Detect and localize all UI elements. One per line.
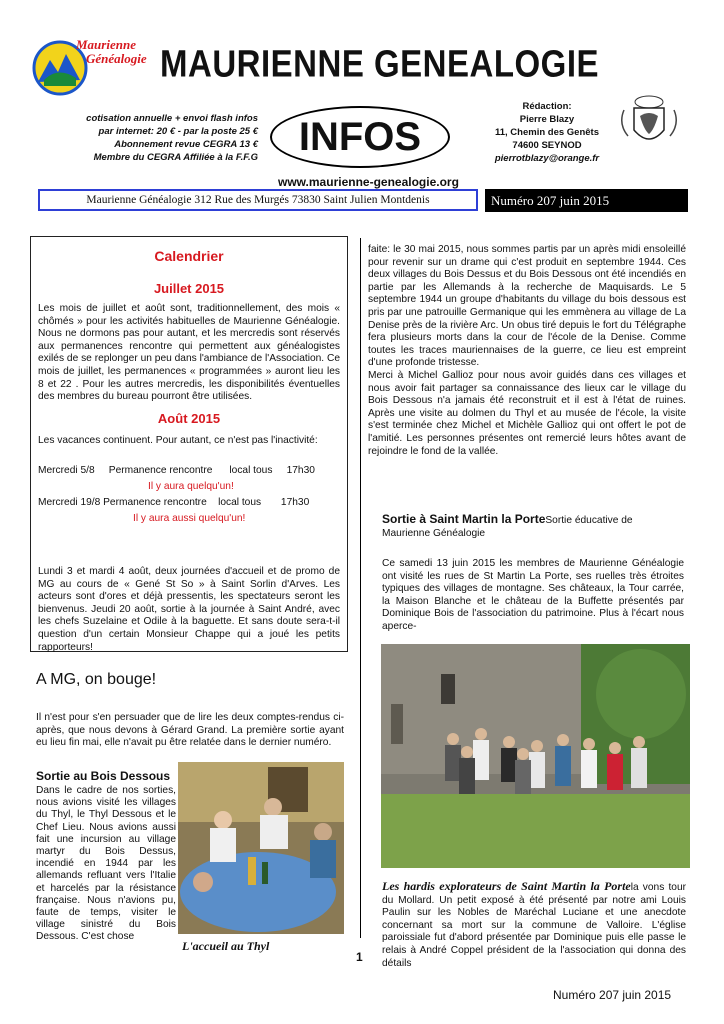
address-box: Maurienne Généalogie 312 Rue des Murgés 73830 Saint Julien Montdenis <box>38 189 478 211</box>
logo <box>28 30 148 110</box>
sortie-heading <box>382 513 682 540</box>
infos-badge: INFOS <box>270 106 450 168</box>
editor-line: Pierre Blazy <box>519 114 575 125</box>
membership-info <box>40 112 258 164</box>
section-title: A MG, on bouge! <box>36 671 157 688</box>
website-link[interactable]: www.maurienne-genealogie.org <box>278 175 459 189</box>
coat-of-arms-icon <box>616 90 682 154</box>
issue-number: Numéro 207 juin 2015 <box>485 189 688 212</box>
logo-text-line2: Généalogie <box>86 51 147 66</box>
july-title: Juillet 2015 <box>153 281 225 296</box>
membership-line: Abonnement revue CEGRA 13 € <box>114 139 258 150</box>
calendar-title: Calendrier <box>154 248 224 264</box>
article-continuation <box>368 244 686 458</box>
article-paragraph: Merci à Michel Gallioz pour nous avoir guidés dans ces villages et nous avoir fait partager sa connaissance des lieux car le village du Bois Dessous n'a jamais été reconstruit et il est à l'état de ruines. Après une visite au dolmen du Thyl et au musée de l'école, la visite s'est terminée chez Michel et Michèle Gallioz qui ont offert le pot de l'amitié. Les personnes présentes ont remercié leurs hôtes avant de rejoindre le fond de la vallée. <box>368 369 686 457</box>
event-note: Il y aura quelqu'un! <box>148 481 234 492</box>
photo-group <box>381 644 690 868</box>
column-divider <box>360 238 361 938</box>
sortie-subtitle: Sortie éducative de Maurienne Généalogie <box>382 515 633 539</box>
editor-info <box>462 100 632 165</box>
page-number: 1 <box>356 950 363 964</box>
masthead-title: MAURIENNE GENEALOGIE <box>160 42 600 85</box>
editor-line: 11, Chemin des Genêts <box>494 127 599 138</box>
membership-line: par internet: 20 € - par la poste 25 € <box>98 126 258 137</box>
photo-thyl <box>178 762 344 934</box>
section-intro: Il n'est pour s'en persuader que de lire les deux comptes-rendus ci-après, que nous devons à Gérard Grand. La première sortie ayant eu lieu fin mai, elle n'avait pu être relatée dans le dernier numéro. <box>36 712 344 749</box>
event-note: Il y aura aussi quelqu'un! <box>133 513 246 524</box>
sortie-text: Ce samedi 13 juin 2015 les membres de Maurienne Généalogie ont visité les rues de St Martin La Porte, ses ruelles très étroites typiques des villages de montagne. Ses châteaux, la Tour carrée, la Maison Blanche et le château de la Buffette présentés par Dominique Bois de l'association du patrimoine. Plus à l'écart nous aperce- <box>382 558 684 632</box>
footer-issue: Numéro 207 juin 2015 <box>553 988 672 1002</box>
event-row: Mercredi 19/8 Permanence rencontre local tous 17h30 <box>38 497 310 508</box>
august-intro: Les vacances continuent. Pour autant, ce n'est pas l'inactivité: <box>38 435 318 446</box>
sortie-title: Sortie à Saint Martin la Porte <box>382 512 546 526</box>
august-text: Lundi 3 et mardi 4 août, deux journées d'accueil et de promo de MG au cours de « Gené St So » à Saint Sorlin d'Arves. Les acteurs sont d'ores et déjà pressentis, les spectateurs seront les bienvenus. Jeudi 20 août, sortie à la journée à Saint André, avec les chefs Suzelaine et Odile à la baguette. Et sans doute sera-t-il question d'un certain Monsieur Chappe qui a joué les petits rapporteurs! <box>38 566 340 653</box>
article-paragraph: faite: le 30 mai 2015, nous sommes partis par un après midi ensoleillé pour revenir sur un drame qui c'est produit en septembre 1944. Ces deux villages du Bois Dessus et du Bois Dessous ont été incendiés en partie par les Allemands à la recherche de Maquisards. Le 5 septembre 1944 un groupe d'habitants du village du bois dessous est pris par une patrouille Germanique qui les emmènera au village de La Denise près de la rivière Arc. Un obus tiré depuis le fort du Télégraphe fera plusieurs morts dans la cour de l'école de la Denise. Comme toutes les traces mauriennaises de la guerre, ce lieu est empreint d'une profonde tristesse. <box>368 244 686 369</box>
membership-line: Membre du CEGRA Affiliée à la F.F.G <box>93 152 258 163</box>
editor-line: Rédaction: <box>522 101 572 112</box>
event-row: Mercredi 5/8 Permanence rencontre local tous 17h30 <box>38 465 315 476</box>
editor-line: 74600 SEYNOD <box>512 140 582 151</box>
august-title: Août 2015 <box>157 411 221 426</box>
july-text: Les mois de juillet et août sont, traditionnellement, des mois « chômés » pour les activités habituelles de Maurienne Généalogie. Nous ne dormons pas pour autant, et les mercredis sont réservés aux permanences rencontre qui permettent aux généalogistes exilés de se replonger un peu dans l'ambiance de l'Association. Ce mois de juillet, les permanences « programmées » auront lieu les 8 et 22 . Pour les autres mercredis, les disponibilités éventuelles des membres du bureau pourront être utilisées. <box>38 303 340 403</box>
article-title: Sortie au Bois Dessous <box>36 769 171 783</box>
photo-caption: L'accueil au Thyl <box>182 939 270 953</box>
logo-text-line1: Maurienne <box>76 37 136 52</box>
article-paragraph: la vons tour du Mollard. Un petit exposé à été présenté par notre ami Louis Paulin sur les Nobles de Maréchal Luciane et une anecdote concernant sa mort sur la commune de Valloire. L'église paroissiale fut d'abord présentée par Dominique puis elle passe le relais à André Coppel président de la l'association qui donna des détails <box>382 882 686 969</box>
editor-email[interactable]: pierrotblazy@orange.fr <box>494 153 600 164</box>
photo-caption: Les hardis explorateurs de Saint Martin la Porte <box>382 879 631 893</box>
article-text-bottom <box>382 880 686 970</box>
article-text: Dans le cadre de nos sorties, nous avions visité les villages du Thyl, le Thyl Dessous et le Chef Lieu. Nous avions aussi fait une incursion au village martyr du Bois Dessus, incendié en 1944 par les allemands refluant vers l'Italie et harcelés par la résistance française. Nous n'avions pu, faute de temps, visiter le village sinistré du Bois Dessous. C'est chose <box>36 785 176 943</box>
membership-line: cotisation annuelle + envoi flash infos <box>86 113 258 124</box>
